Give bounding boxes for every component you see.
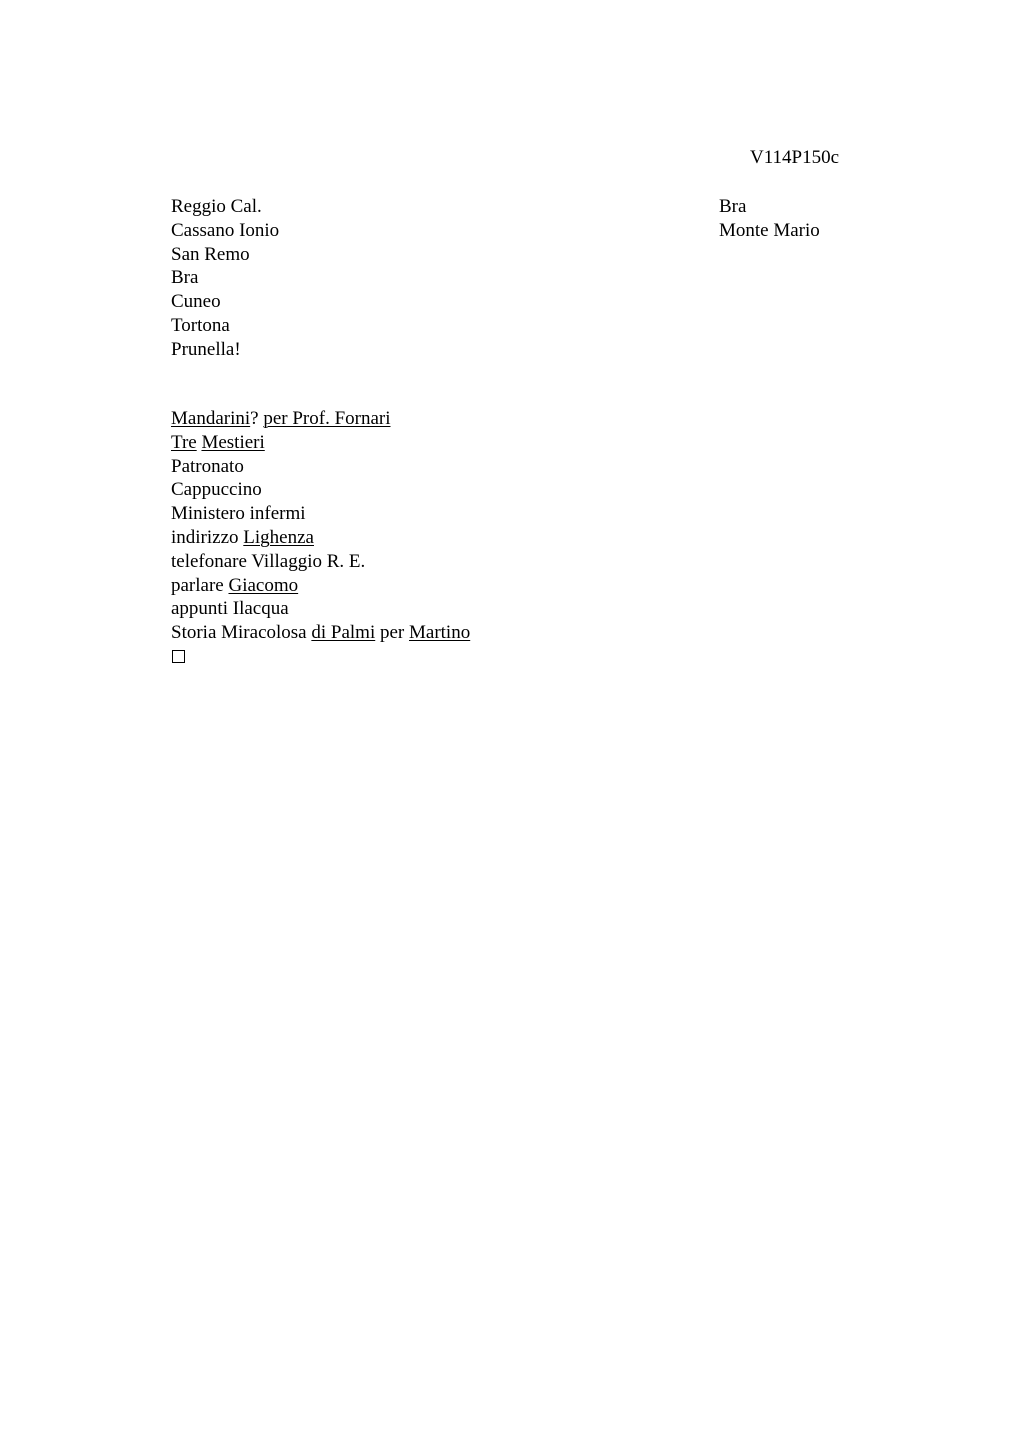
note-underlined-text: Mestieri	[201, 431, 265, 453]
left-list-item: Bra	[171, 267, 199, 289]
note-text: Storia Miracolosa	[171, 622, 312, 644]
left-list-item: Tortona	[171, 314, 230, 336]
note-underlined-text: di Palmi	[311, 622, 376, 644]
note-text: Ministero infermi	[171, 503, 306, 525]
note-text: ?	[250, 408, 264, 429]
document-id: V114P150c	[750, 147, 840, 168]
note-text: Cappuccino	[171, 479, 262, 501]
left-list-item: Reggio Cal.	[171, 196, 262, 217]
right-list-item: Monte Mario	[719, 219, 820, 241]
right-list-item: Bra	[719, 196, 747, 217]
notes-list	[171, 407, 470, 663]
note-line	[171, 407, 470, 431]
checkbox-square-icon	[172, 650, 185, 663]
note-underlined-text: Tre	[171, 431, 197, 453]
note-text: appunti Ilacqua	[171, 598, 289, 620]
note-underlined-text: Martino	[409, 622, 471, 644]
note-line	[171, 455, 470, 479]
note-line	[171, 526, 470, 550]
note-line	[171, 502, 470, 526]
note-line	[171, 597, 470, 621]
note-line	[171, 431, 470, 455]
note-line	[171, 621, 470, 645]
left-list-item: Cuneo	[171, 291, 221, 313]
note-underlined-text: per Prof. Fornari	[263, 408, 391, 429]
right-place-list	[719, 195, 820, 243]
left-list-item: Cassano Ionio	[171, 219, 280, 241]
note-line	[171, 478, 470, 502]
note-text: indirizzo	[171, 526, 244, 548]
note-line	[171, 550, 470, 574]
note-underlined-text: Giacomo	[228, 574, 299, 596]
left-list-item: San Remo	[171, 243, 250, 265]
left-list-item: Prunella!	[171, 338, 241, 360]
note-text: parlare	[171, 574, 229, 596]
note-text: per	[375, 622, 409, 644]
note-underlined-text: Mandarini	[171, 408, 251, 429]
note-text: telefonare Villaggio R. E.	[171, 550, 366, 572]
left-place-list	[171, 195, 279, 362]
note-line	[171, 574, 470, 598]
note-underlined-text: Lighenza	[243, 526, 314, 548]
note-text: Patronato	[171, 455, 244, 477]
